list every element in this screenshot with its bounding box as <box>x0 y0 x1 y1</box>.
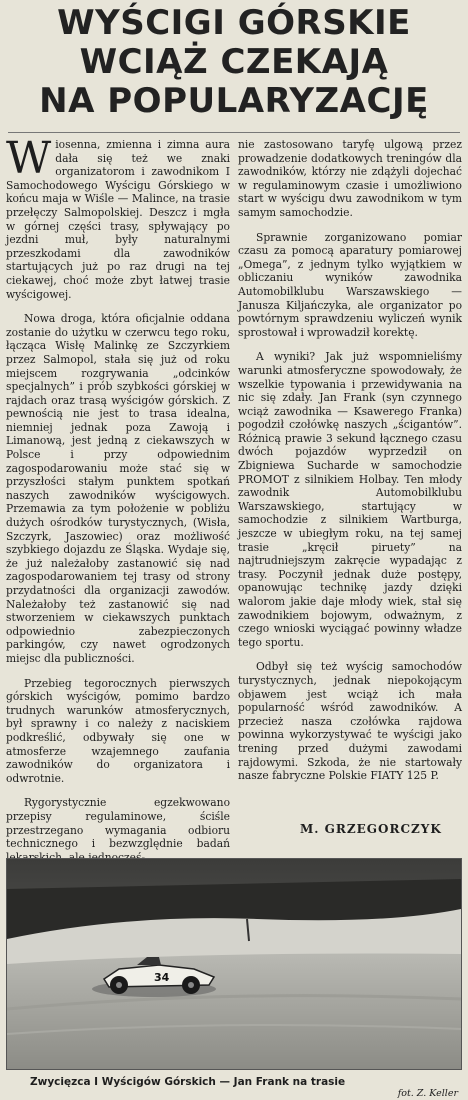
paragraph: Wiosenna, zmienna i zimna aura dała się też we znaki organizatorom i zawodnikom I Samochodowego Wyścigu Górskiego w końcu maja w Wiśle — Malince, na trasie przełęczy Salmopolskiej. Deszcz i mgła w górnej części trasy, spływający po jezdni muł, były naturalnymi przeszkodami dla zawodników startujących już po raz drugi na tej ciekawej, choć może zbyt łatwej trasie wyścigowej. <box>6 133 230 301</box>
article-column-left <box>6 133 230 875</box>
author-byline: M. GRZEGORCZYK <box>300 822 442 836</box>
photo-credit: fot. Z. Keller <box>397 1088 458 1099</box>
paragraph: Nowa droga, która oficjalnie oddana zostanie do użytku w czerwcu tego roku, łącząca Wisłę Malinkę ze Szczyrkiem przez Salmopol, stała się już od roku miejscem rozgrywania „odcinków specjalnych” i prób szybkości górskiej w rajdach oraz trasą wyścigów górskich. Z pewnością nie jest to trasa idealna, niemniej jednak poza Zawoją i Limanową, jest jedną z ciekawszych w Polsce i przy odpowiednim zagospodarowaniu może stać się w przyszłości stałym punktem spotkań naszych zawodników wyścigowych. Przemawia za tym położenie w pobliżu dużych ośrodków turystycznych, (Wisła, Szczyrk, Jaszowiec) oraz możliwość szybkiego dojazdu ze Śląska. Wydaje się, że już należałoby zastanowić się nad zagospodarowaniem tej trasy od strony przydatności dla organizacji zawodów. Należałoby też zastanowić się nad stworzeniem w ciekawszych punktach odpowiednio zabezpieczonych parkingów, czy nawet ogrodzonych miejsc dla publiczności. <box>6 312 230 665</box>
article-headline <box>14 4 454 124</box>
headline-line-3: NA POPULARYZACJĘ <box>39 81 429 121</box>
photo-caption: Zwycięzca I Wyścigów Górskich — Jan Frank na trasie <box>30 1076 346 1088</box>
race-photo <box>6 858 462 1070</box>
race-car-photo-image <box>7 859 461 1069</box>
paragraph: nie zastosowano taryfę ulgową przez prowadzenie dodatkowych treningów dla zawodników, którzy nie zdążyli dojechać w regulaminowym czasie i umożliwiono start w wyścigu dwu zawodnikom w tym samym samochodzie. <box>238 138 462 219</box>
headline-line-1: WYŚCIGI GÓRSKIE <box>57 3 411 43</box>
paragraph: Odbył się też wyścig samochodów turystycznych, jednak niepokojącym objawem jest wciąż ich mała popularność wśród zawodników. A przecież nasza czołówka rajdowa powinna wykorzystywać te wyścigi jako trening przed dużymi zawodami rajdowymi. Szkoda, że nie startowały nasze fabryczne Polskie FIATY 125 P. <box>238 660 462 783</box>
paragraph: Przebieg tegorocznych pierwszych górskich wyścigów, pomimo bardzo trudnych warunków atmosferycznych, był sprawny i co należy z naciskiem podkreślić, odbywały się one w atmosferze wzajemnego zaufania zawodników do organizatora i odwrotnie. <box>6 676 230 785</box>
drop-cap: W <box>6 133 52 184</box>
article-column-right <box>238 138 462 794</box>
paragraph: Rygorystycznie egzekwowano przepisy regulaminowe, ściśle przestrzegano wymagania odbioru technicznego i bezwzględnie badań <box>6 796 230 851</box>
paragraph: A wyniki? Jak już wspomnieliśmy warunki atmosferyczne spowodowały, że wszelkie typowania i przewidywania na nic się zdały. Jan Frank (syn czynnego wciąż zawodnika — Ksawerego Franka) pogodził czołówkę naszych „ścigantów”. Różnicą prawie 3 sekund łącznego czasu dwóch pojazdów wyprzedził on Zbigniewa Sucharde w samochodzie PROMOT z silnikiem Holbay. Ten młody zawodnik Automobilklubu Warszawskiego, startujący w samochodzie z silnikiem Wartburga, jeszcze w ubiegłym roku, na tej samej trasie „kręcił piruety” na najtrudniejszym zakręcie wypadając z trasy. Poczynił jednak duże postępy, opanowując technikę jazdy dzięki walorom jakie daje młody wiek, stał się zawodnikiem bojowym, odważnym, z czego wnioski wyciągać powinny władze tego sportu. <box>238 350 462 649</box>
headline-line-2: WCIĄŻ CZEKAJĄ <box>79 42 389 82</box>
headline-divider <box>8 132 460 133</box>
car-number: 34 <box>154 971 170 984</box>
paragraph: Sprawnie zorganizowano pomiar czasu za pomocą aparatury pomiarowej „Omega”, z jednym tylko wyjątkiem w obliczaniu wyników zawodnika Automobilklubu Warszawskiego — Janusza Kiljańczyka, ale organizator po powtórnym sprawdzeniu wyliczeń wynik sprostował i wprowadził korektę. <box>238 230 462 339</box>
